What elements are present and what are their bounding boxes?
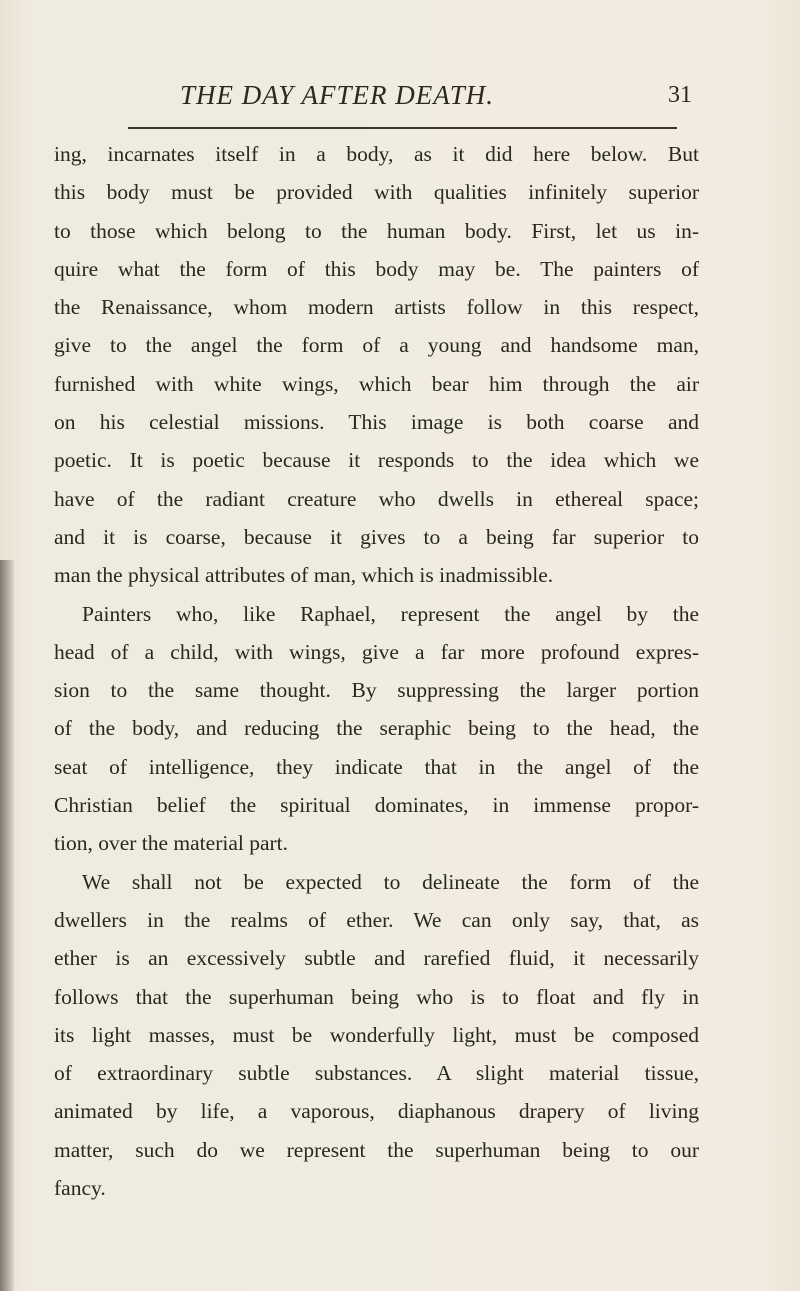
text-line: Christian belief the spiritual dominates, in immense propor- — [54, 793, 699, 818]
page-number: 31 — [668, 82, 692, 108]
text-line: head of a child, with wings, give a far more profound expres- — [54, 639, 699, 664]
text-line: and it is coarse, because it gives to a being far superior to — [54, 524, 699, 549]
text-line: dwellers in the realms of ether. We can only say, that, as — [54, 907, 699, 932]
text-line: animated by life, a vaporous, diaphanous drapery of living — [54, 1099, 699, 1124]
text-line: poetic. It is poetic because it responds to the idea which we — [54, 448, 699, 473]
header-rule — [128, 127, 677, 129]
text-line: of the body, and reducing the seraphic being to the head, the — [54, 716, 699, 741]
text-line: of extraordinary subtle substances. A slight material tissue, — [54, 1061, 699, 1086]
text-line: ether is an excessively subtle and rarefied fluid, it necessarily — [54, 946, 699, 971]
text-line: to those which belong to the human body. First, let us in- — [54, 218, 699, 243]
text-line: man the physical attributes of man, which is inadmissible. — [54, 563, 554, 588]
text-line: have of the radiant creature who dwells in ethereal space; — [54, 486, 699, 511]
running-title: THE DAY AFTER DEATH. — [180, 80, 495, 110]
text-line: fancy. — [54, 1176, 106, 1201]
text-line: on his celestial missions. This image is both coarse and — [54, 410, 699, 435]
text-line: its light masses, must be wonderfully light, must be composed — [54, 1022, 699, 1047]
text-line: Painters who, like Raphael, represent the angel by the — [82, 601, 699, 626]
text-line: quire what the form of this body may be. The painters of — [54, 256, 699, 281]
text-line: the Renaissance, whom modern artists follow in this respect, — [54, 295, 699, 320]
paragraph-1 — [54, 135, 699, 595]
text-line: We shall not be expected to delineate the form of the — [82, 869, 699, 894]
text-line: sion to the same thought. By suppressing the larger portion — [54, 678, 699, 703]
paragraph-3 — [54, 863, 699, 1208]
text-line: tion, over the material part. — [54, 831, 289, 856]
text-line: follows that the superhuman being who is to float and fly in — [54, 984, 699, 1009]
text-line: furnished with white wings, which bear him through the air — [54, 371, 699, 396]
text-line: give to the angel the form of a young and handsome man, — [54, 333, 699, 358]
text-line: matter, such do we represent the superhuman being to our — [54, 1137, 699, 1162]
paragraph-2 — [54, 595, 699, 863]
page-header — [150, 80, 692, 124]
text-line: this body must be provided with qualities infinitely superior — [54, 180, 699, 205]
binding-shadow — [0, 560, 14, 1291]
text-line: seat of intelligence, they indicate that in the angel of the — [54, 754, 699, 779]
text-line: ing, incarnates itself in a body, as it did here below. But — [54, 142, 699, 166]
body-text — [54, 135, 699, 1207]
